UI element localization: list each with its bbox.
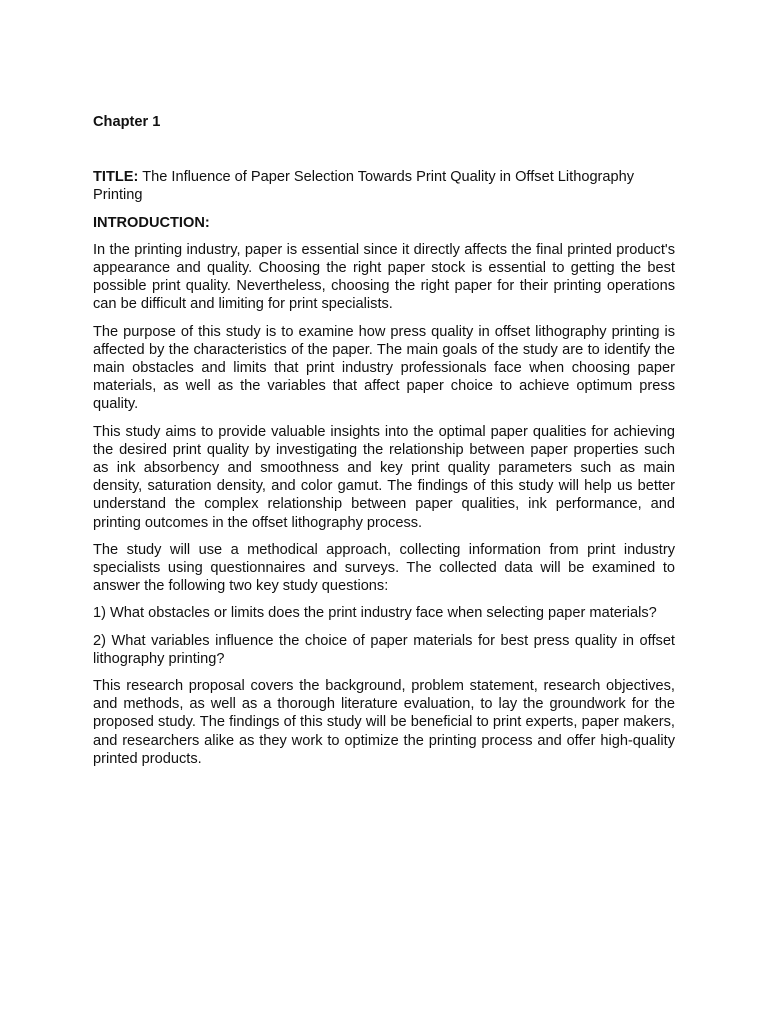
paragraph-1: In the printing industry, paper is essential since it directly affects the final printed product's appearance and quality. Choosing the right paper stock is essential to getting the best possible print quality. Nevertheless, choosing the right paper for their printing operations can be difficult and limiting for print specialists. xyxy=(93,241,675,313)
title-line xyxy=(93,168,675,204)
document-page xyxy=(93,113,675,768)
paragraph-3: This study aims to provide valuable insights into the optimal paper qualities for achieving the desired print quality by investigating the relationship between paper properties such as ink absorbency and smoothness and key print quality parameters such as main density, saturation density, and color gamut. The findings of this study will help us better understand the complex relationship between paper qualities, ink performance, and printing outcomes in the offset lithography process. xyxy=(93,423,675,531)
question-2: 2) What variables influence the choice of paper materials for best press quality in offset lithography printing? xyxy=(93,632,675,667)
paragraph-2: The purpose of this study is to examine how press quality in offset lithography printing is affected by the characteristics of the paper. The main goals of the study are to identify the main obstacles and limits that print industry professionals face when choosing paper materials, as well as the variables that affect paper choice to achieve optimum press quality. xyxy=(93,323,675,413)
paragraph-4: The study will use a methodical approach, collecting information from print industry specialists using questionnaires and surveys. The collected data will be examined to answer the following two key study questions: xyxy=(93,541,675,595)
question-1: 1) What obstacles or limits does the print industry face when selecting paper materials? xyxy=(93,605,657,622)
chapter-heading: Chapter 1 xyxy=(93,114,161,130)
title-label: TITLE: xyxy=(93,169,139,186)
closing-paragraph: This research proposal covers the background, problem statement, research objectives, and methods, as well as a thorough literature evaluation, to lay the groundwork for the proposed study. The findings of this study will be beneficial to print experts, paper makers, and researchers alike as they work to optimize the printing process and offer high-quality printed products. xyxy=(93,678,675,767)
title-text: The Influence of Paper Selection Towards Print Quality in Offset Lithography Printing xyxy=(93,169,635,204)
introduction-heading: INTRODUCTION: xyxy=(93,214,210,231)
